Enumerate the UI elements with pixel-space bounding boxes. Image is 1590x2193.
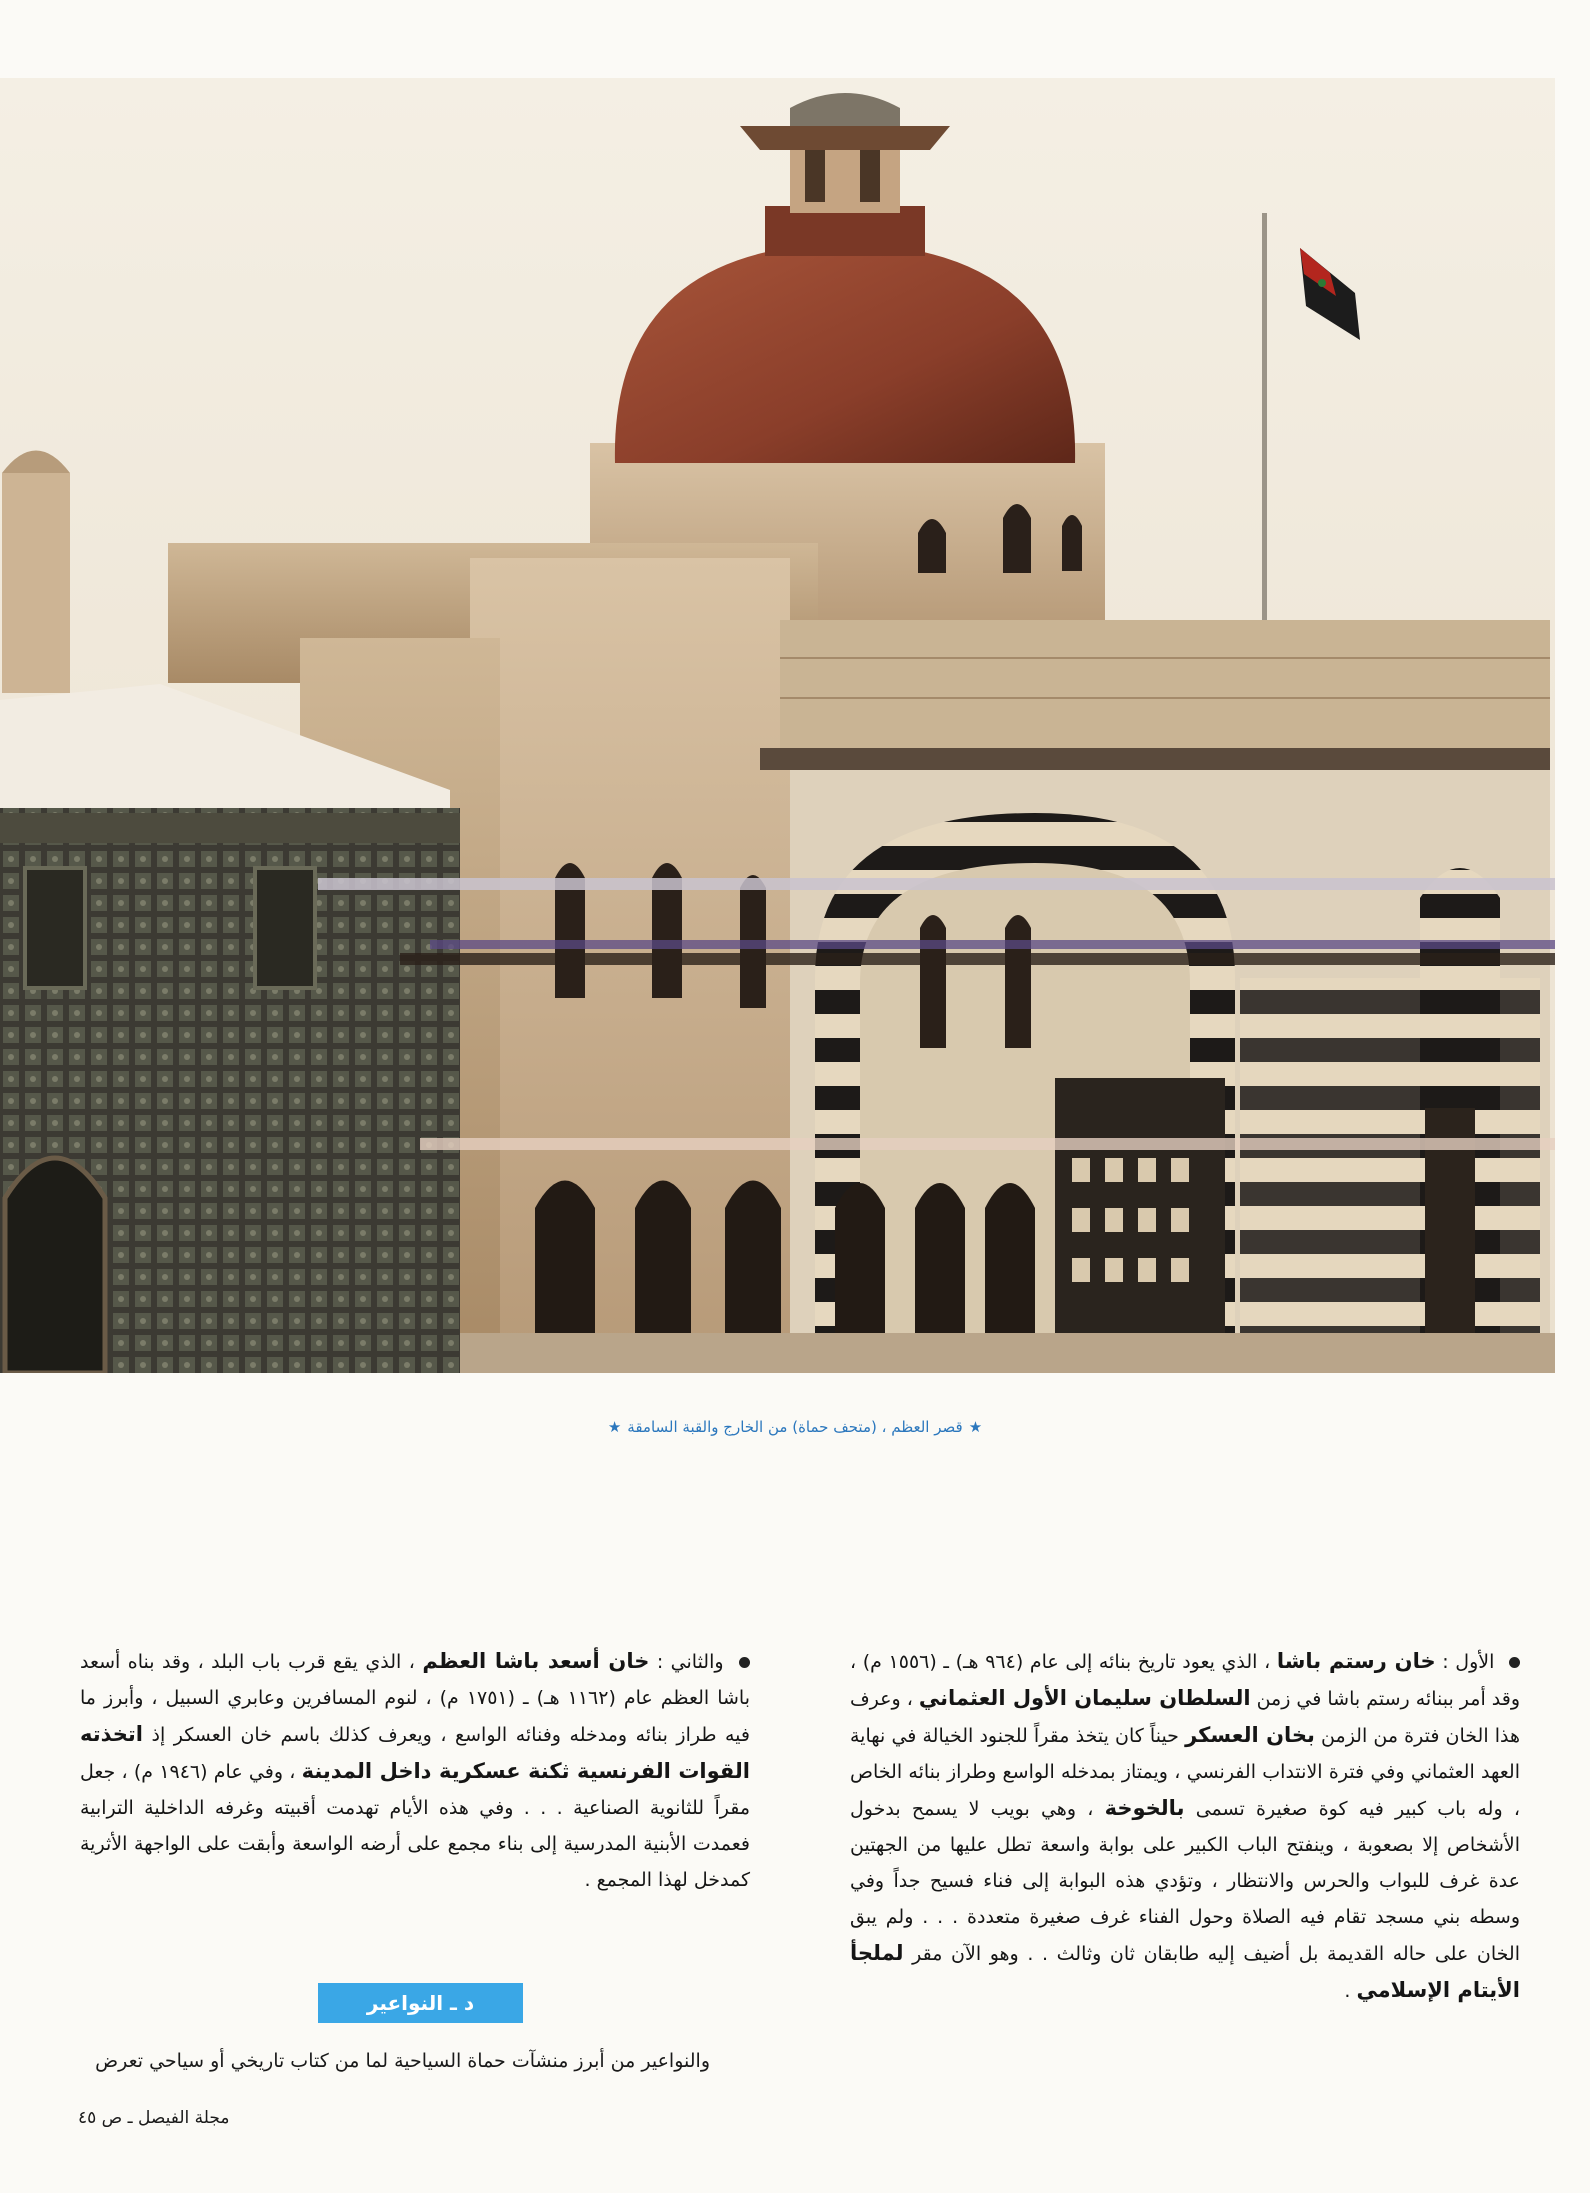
text-span: ، وهي بويب لا يسمح بدخول الأشخاص إلا بصعوبة ، وينفتح الباب الكبير على بوابة واسعة تطل عليها من الجهتين عدة غرف للبواب والحرس والانتظار ، وتؤدي هذه البوابة إلى فناء فسيح جداً وفي وسطه بني مسجد تقام فيه الصلاة وحول الفناء غرف صغيرة متعددة . . . ولم يبق الخان على حاله القديمة بل أضيف إليه طابقان ثان وثالث . . وهو الآن مقر: [850, 1798, 1520, 1965]
french-barracks: اتخذته القوات الفرنسية ثكنة عسكرية داخل المدينة: [80, 1722, 750, 1783]
photo-caption: [0, 1418, 1590, 1436]
text-span: ، وفي عام (١٩٤٦ م) ، جعل مقراً للثانوية الصناعية . . . وفي هذه الأيام تهدمت أقبيته وغرفه الداخلية الترابية فعمدت الأبنية المدرسية إلى بناء مجمع على أرضه الواسعة وأبقت على الواجهة الأثرية كمدخل لهذا المجمع .: [80, 1761, 750, 1891]
sultan-name: السلطان سليمان الأول العثماني: [918, 1686, 1251, 1710]
bullet-icon: [1509, 1657, 1520, 1668]
article-column-left: [80, 1643, 750, 1898]
palace-illustration: [0, 78, 1555, 1373]
text-span: .: [1344, 1980, 1351, 2002]
caption-text: قصر العظم ، (متحف حماة) من الخارج والقبة السامقة: [627, 1418, 963, 1436]
paragraph-khan-rustum: [850, 1643, 1520, 2009]
text-span: ، وعرف هذا الخان فترة من الزمن: [849, 1688, 1521, 1747]
bullet-lead: والثاني :: [656, 1651, 724, 1673]
bullet-lead: الأول :: [1442, 1651, 1495, 1673]
bullet-icon: [739, 1657, 750, 1668]
text-span: حيناً كان يتخذ مقراً للجنود الخيالة في نهاية العهد العثماني وفي فترة الانتداب الفرنسي ، ويمتاز بمدخله الواسع وطراز بنائه الخاص ، وله باب كبير فيه كوة صغيرة تسمى: [850, 1725, 1520, 1820]
orphanage-name: لملجأ الأيتام الإسلامي: [850, 1941, 1520, 2002]
article-column-right: [850, 1643, 1520, 2009]
khan-name: خان رستم باشا: [1276, 1649, 1436, 1673]
building-photo: [0, 78, 1555, 1373]
khokha-term: بالخوخة: [1104, 1796, 1185, 1820]
paragraph-khan-asaad: [80, 1643, 750, 1898]
star-icon: ★: [607, 1418, 622, 1436]
khan-name: خان أسعد باشا العظم: [422, 1649, 650, 1673]
text-span: ، الذي يعود تاريخ بنائه إلى عام (٩٦٤ هـ) ـ (١٥٥٦ م) ، وقد أمر ببنائه رستم باشا في زمن: [850, 1651, 1520, 1710]
star-icon: ★: [968, 1418, 983, 1436]
text-span: ، الذي يقع قرب باب البلد ، وقد بناه أسعد باشا العظم عام (١١٦٢ هـ) ـ (١٧٥١ م) ، لنوم المسافرين وعابري السبيل ، وأبرز ما فيه طراز بنائه ومدخله وفنائه الواسع ، ويعرف كذلك باسم خان العسكر إذ: [80, 1651, 750, 1746]
khan-askar: بخان العسكر: [1185, 1723, 1315, 1747]
section-intro: والنواعير من أبرز منشآت حماة السياحية لما من كتاب تاريخي أو سياحي تعرض: [95, 2050, 710, 2072]
page-footer: مجلة الفيصل ـ ص ٤٥: [78, 2108, 230, 2128]
section-heading: د ـ النواعير: [318, 1983, 523, 2023]
